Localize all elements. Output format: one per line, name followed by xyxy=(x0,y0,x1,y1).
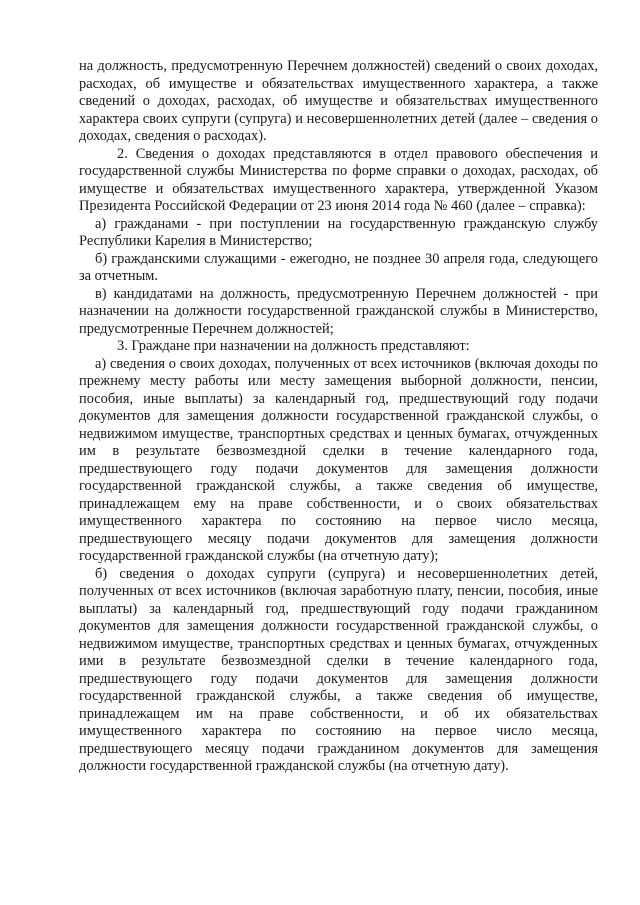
paragraph-item-2: 2. Сведения о доходах представляются в отдел правового обеспечения и государственной службы Министерства по форме справки о доходах, расходах, об имуществе и обязательствах имущественного характера, утвержденной Указом Президента Российской Федерации от 23 июня 2014 года № 460 (далее – справка): xyxy=(79,145,598,214)
paragraph-continuation: на должность, предусмотренную Перечнем должностей) сведений о своих доходах, расходах, об имуществе и обязательствах имущественного характера, а также сведений о доходах, расходах, об имуществе и обязательствах имущественного характера своих супруги (супруга) и несовершеннолетних детей (далее – сведения о доходах, сведения о расходах). xyxy=(79,58,598,144)
subitem-3a: а) сведения о своих доходах, полученных от всех источников (включая доходы по прежнему месту работы или месту замещения выборной должности, пенсии, пособия, иные выплаты) за календарный год, предшествующий году подачи документов для замещения должности государственной гражданской службы, о недвижимом имуществе, транспортных средствах и ценных бумагах, отчужденных им в результате безвозмездной сделки в течение календарного года, предшествующего году подачи документов для замещения должности государственной гражданской службы, а также сведения об имуществе, принадлежащем ему на праве собственности, и о своих обязательствах имущественного характера по состоянию на первое число месяца, предшествующего месяцу подачи документов для замещения должности государственной гражданской службы (на отчетную дату); xyxy=(79,355,598,564)
subitem-2v: в) кандидатами на должность, предусмотренную Перечнем должностей - при назначении на должности государственной гражданской службы в Министерство, предусмотренные Перечнем должностей; xyxy=(79,285,598,337)
paragraph-item-3: 3. Граждане при назначении на должность представляют: xyxy=(117,338,470,354)
subitem-3b: б) сведения о доходах супруги (супруга) и несовершеннолетних детей, полученных от всех источников (включая заработную плату, пенсии, пособия, иные выплаты) за календарный год, предшествующий году подачи гражданином документов для замещения должности государственной гражданской службы, о недвижимом имуществе, транспортных средствах и ценных бумагах, отчужденных ими в результате безвозмездной сделки в течение календарного года, предшествующего году подачи документов для замещения должности государственной гражданской службы, а также сведения об имуществе, принадлежащем им на праве собственности, и об их обязательствах имущественного характера по состоянию на первое число месяца, предшествующего месяцу подачи гражданином документов для замещения должности государственной гражданской службы (на отчетную дату). xyxy=(79,565,598,774)
subitem-2b: б) гражданскими служащими - ежегодно, не позднее 30 апреля года, следующего за отчетным. xyxy=(79,250,598,284)
subitem-2a: а) гражданами - при поступлении на государственную гражданскую службу Республики Карелия в Министерство; xyxy=(79,215,598,249)
document-page xyxy=(79,58,598,776)
